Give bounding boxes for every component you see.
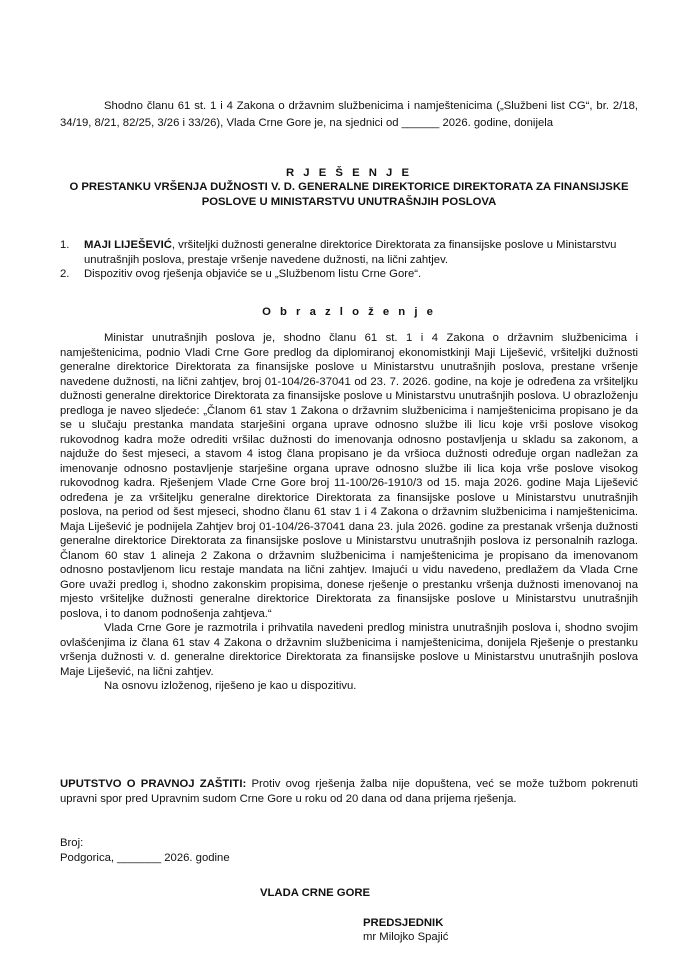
reasoning-paragraph: Na osnovu izloženog, riješeno je kao u dispozitivu. [104,680,357,692]
legal-notice-label: UPUTSTVO O PRAVNOJ ZAŠTITI: [60,778,247,790]
number-label: Broj: [60,837,84,849]
decision-subject: O PRESTANKU VRŠENJA DUŽNOSTI V. D. GENERALNE DIREKTORICE DIREKTORATA ZA FINANSIJSKE POSLOVE U MINISTARSTVU UNUTRAŠNJIH POSLOVA [69,181,629,208]
decision-title: R J E Š E N J E [286,167,412,179]
reasoning-heading: O b r a z l o ž e n j e [262,306,436,318]
document-number-block [60,836,230,865]
decision-item [60,238,638,267]
government-name: VLADA CRNE GORE [260,887,371,899]
reasoning-paragraph: Vlada Crne Gore je razmotrila i prihvatila navedeni predlog ministra unutrašnjih poslova i, shodno svojim ovlašćenjima iz člana 61 stav 4 Zakona o državnim službenicima i namještenicima, donijela Rješenje o prestanku vršenja dužnosti v. d. generalne direktorice Direktorata za finansijske poslove u Ministarstvu unutrašnjih poslova Maje Liješević, na lični zahtjev. [60,622,638,678]
intro-paragraph: Shodno članu 61 st. 1 i 4 Zakona o državnim službenicima i namještenicima („Službeni list CG“, br. 2/18, 34/19, 8/21, 82/25, 3/26 i 33/26), Vlada Crne Gore je, na sjednici od ______ 2026. godine, donijela [60,100,638,129]
reasoning-body [60,331,638,694]
item-number: 2. [60,268,70,280]
legal-notice-text: Protiv ovog rješenja žalba nije dopuštena, već se može tužbom pokrenuti upravni spor pred Upravnim sudom Crne Gore u roku od 20 dana od dana prijema rješenja. [60,778,638,805]
president-signature [363,916,448,944]
place-date: Podgorica, _______ 2026. godine [60,851,230,864]
person-name: MAJI LIJEŠEVIĆ [84,239,172,251]
item-text: Dispozitiv ovog rješenja objaviće se u „Službenom listu Crne Gore“. [84,268,422,280]
decision-list [60,238,638,282]
president-role: PREDSJEDNIK [363,917,444,929]
reasoning-paragraph: Ministar unutrašnjih poslova je, shodno članu 61 st. 1 i 4 Zakona o državnim službenicima i namještenicima, podnio Vladi Crne Gore predlog da diplomiranoj ekonomistkinji Maji Liješević, vršiteljki dužnosti generalne direktorice Direktorata za finansijske poslove u Ministarstvu unutrašnjih poslova, prestane vršenje navedene dužnosti, na lični zahtjev, broj 01-104/26-37041 od 23. 7. 2026. godine, na koje je određena za vršiteljku dužnosti generalne direktorice Direktorata za finansijske poslove u Ministarstvu unutrašnjih poslova. U obrazloženju predloga je naveo sljedeće: „Članom 61 stav 1 Zakona o državnim službenicima i namještenicima propisano je da se u slučaju prestanka mandata starješini organa uprave odnosno službe ili licu koje vrši poslove visokog rukovodnog kadra može odrediti vršilac dužnosti do imenovanja odnosno postavljenja u skladu sa zakonom, a najduže do šest mjeseci, a stavom 4 istog člana propisano je da vršioca dužnosti određuje organ nadležan za imenovanje odnosno postavljenje starješine organa uprave odnosno službe ili lica koja vrše poslove visokog rukovodnog kadra. Rješenjem Vlade Crne Gore broj 11-100/26-1910/3 od 15. maja 2026. godine Maja Liješević određena je za vršiteljku generalne direktorice Direktorata za finansijske poslove u Ministarstvu unutrašnjih poslova, na period od šest mjeseci, shodno članu 61 stav 1 i 4 Zakona o državnim službenicima i namještenicima. Maja Liješević je podnijela Zahtjev broj 01-104/26-37041 dana 23. jula 2026. godine za prestanak vršenja dužnosti generalne direktorice Direktorata za finansijske poslove u Ministarstvu unutrašnjih poslova iz personalnih razloga. Članom 60 stav 1 alineja 2 Zakona o državnim službenicima i namještenicima je propisano da imenovanom odnosno postavljenom licu restaje mandata na lični zahtjev. Imajući u vidu navedeno, predlažem da Vlada Crne Gore uvaži predlog i, shodno zakonskim propisima, donese rješenje o prestanku vršenja dužnosti imenovanoj na mjesto vršiteljke dužnosti generalne direktorice Direktorata za finansijske poslove u Ministarstvu unutrašnjih poslova, i to danom podnošenja zahtjeva.“ [60,332,638,620]
decision-item [60,267,638,282]
president-name: mr Milojko Spajić [363,931,449,943]
item-number: 1. [60,239,70,251]
item-text: , vršiteljki dužnosti generalne direktorice Direktorata za finansijske poslove u Ministarstvu unutrašnjih poslova, prestaje vršenje navedene dužnosti, na lični zahtjev. [84,239,617,266]
legal-notice [60,777,638,806]
